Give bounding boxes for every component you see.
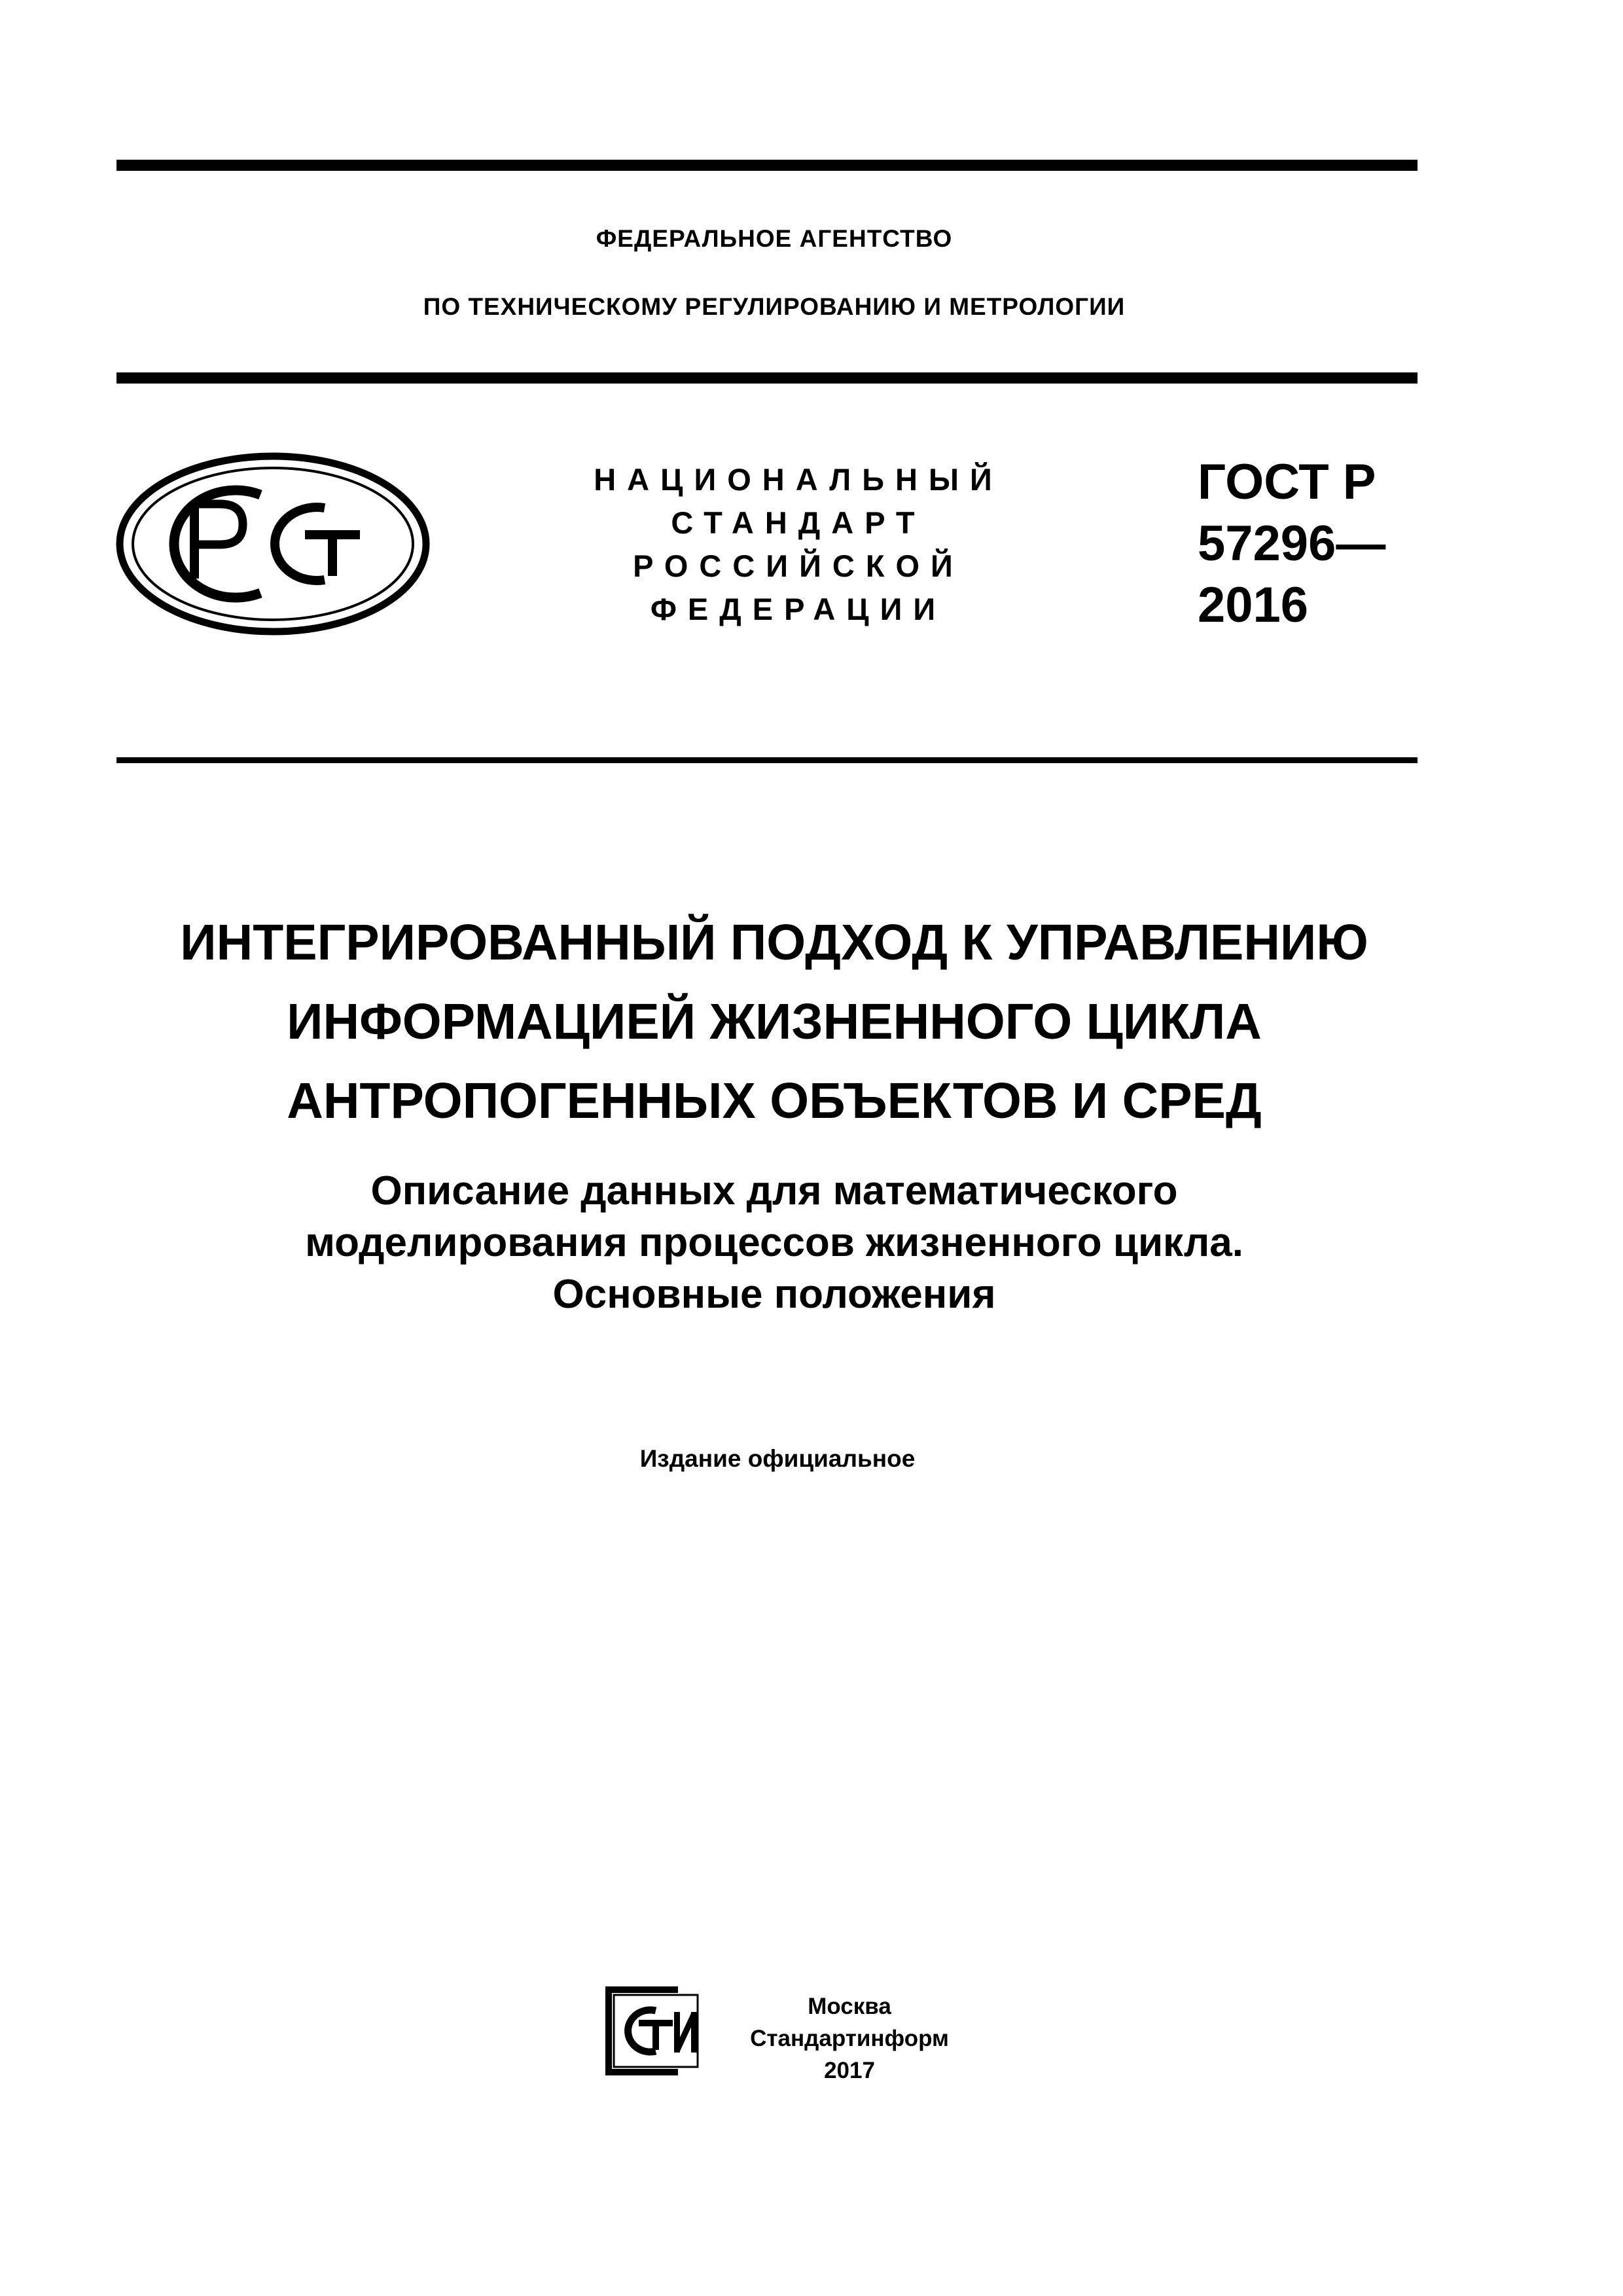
standard-type-line-3: РОССИЙСКОЙ (633, 548, 964, 583)
document-title-line-2: ИНФОРМАЦИЕЙ ЖИЗНЕННОГО ЦИКЛА (287, 994, 1262, 1050)
header-rule (116, 757, 1418, 763)
standard-type-line-2: СТАНДАРТ (671, 505, 926, 540)
standard-type-line-1: НАЦИОНАЛЬНЫЙ (594, 462, 1003, 497)
top-rule (116, 160, 1418, 171)
document-title-line-3: АНТРОПОГЕННЫХ ОБЪЕКТОВ И СРЕД (287, 1073, 1262, 1129)
document-subtitle (116, 1165, 1432, 1320)
document-subtitle-line-3: Основные положения (552, 1272, 996, 1317)
gost-designation (1198, 452, 1459, 636)
publisher-name: Стандартинформ (750, 2026, 949, 2051)
gost-designation-line-1: ГОСТ Р (1198, 454, 1376, 510)
standard-type-line-4: ФЕДЕРАЦИИ (650, 592, 947, 626)
document-title (116, 903, 1432, 1141)
agency-line-1: ФЕДЕРАЛЬНОЕ АГЕНТСТВО (596, 225, 953, 252)
standartinform-logo-icon (605, 1986, 703, 2076)
gost-designation-line-2: 57296— (1198, 516, 1386, 571)
document-subtitle-line-2: моделирования процессов жизненного цикла. (305, 1220, 1243, 1265)
gost-designation-line-3: 2016 (1198, 577, 1309, 633)
standard-type-block (550, 458, 1047, 631)
publisher-city: Москва (808, 1994, 891, 2019)
document-subtitle-line-1: Описание данных для математического (370, 1168, 1178, 1213)
publisher-block (712, 1990, 987, 2087)
edition-label: Издание официальное (639, 1445, 916, 1472)
rst-certification-mark-icon (115, 452, 431, 636)
agency-rule (116, 372, 1418, 384)
agency-line-2: ПО ТЕХНИЧЕСКОМУ РЕГУЛИРОВАНИЮ И МЕТРОЛОГИИ (423, 293, 1126, 320)
document-title-line-1: ИНТЕГРИРОВАННЫЙ ПОДХОД К УПРАВЛЕНИЮ (180, 914, 1368, 971)
publisher-year: 2017 (824, 2058, 875, 2083)
